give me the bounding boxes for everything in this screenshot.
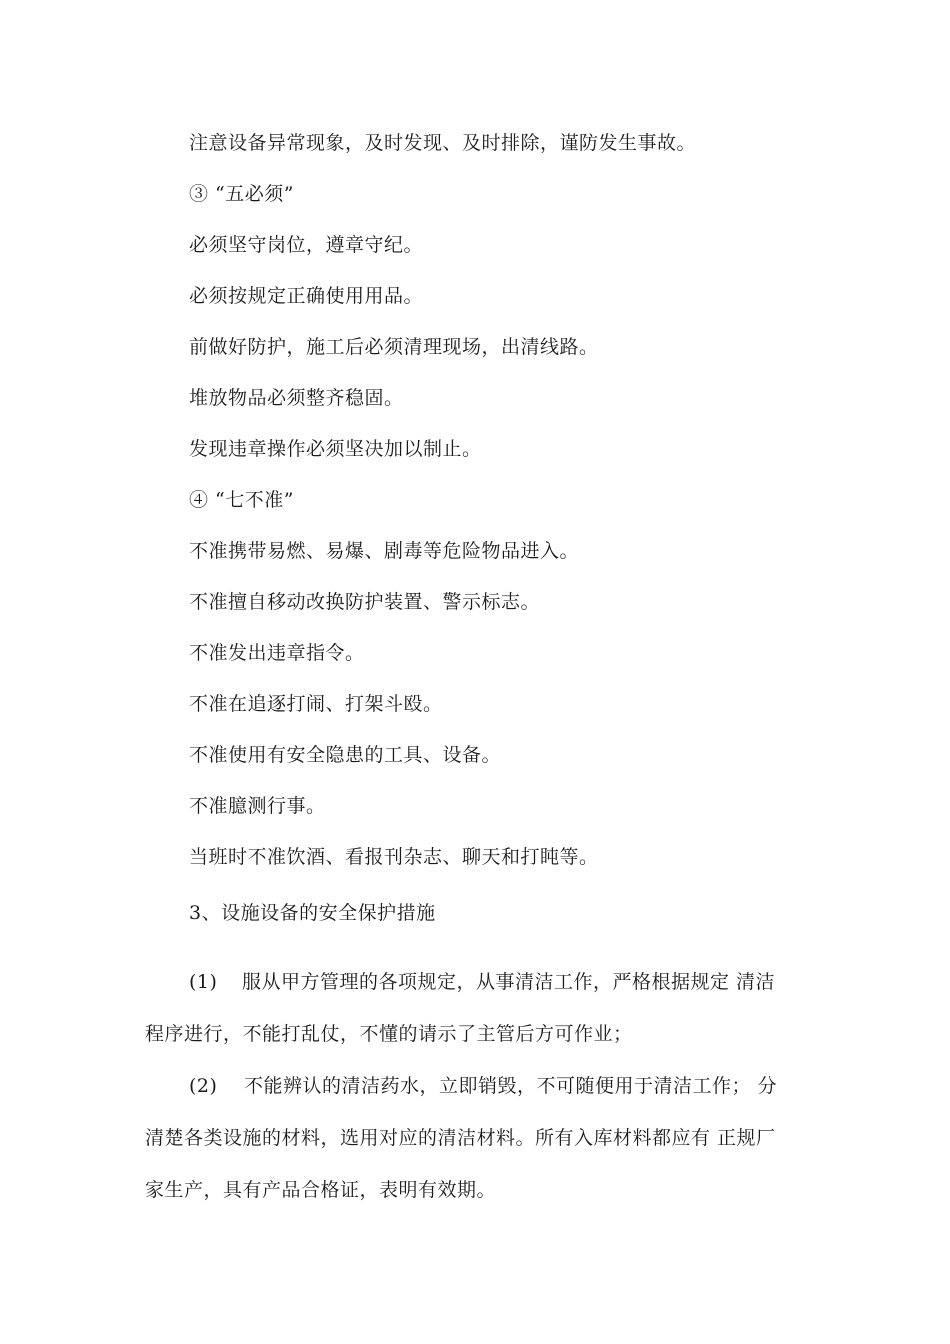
- text-line: 不准擅自移动改换防护装置、警示标志。: [189, 591, 541, 613]
- text-line: 必须坚守岗位，遵章守纪。: [189, 234, 424, 256]
- paragraph-1-number: (1): [189, 971, 218, 993]
- paragraph-1-row-2: 程序进行，不能打乱仗，不懂的请示了主管后方可作业；: [145, 1023, 633, 1045]
- text-line: 堆放物品必须整齐稳固。: [189, 387, 404, 409]
- text-line: 不准发出违章指令。: [189, 642, 365, 664]
- text-line: 发现违章操作必须坚决加以制止。: [189, 438, 482, 460]
- section-heading-five-musts: ③ “五必须”: [189, 183, 294, 205]
- text-line: 不准在追逐打闹、打架斗殴。: [189, 693, 443, 715]
- section-heading-seven-prohibitions: ④ “七不准”: [189, 489, 294, 511]
- text-line: 不准臆测行事。: [189, 795, 326, 817]
- text-line: 必须按规定正确使用用品。: [189, 285, 424, 307]
- text-line: 前做好防护，施工后必须清理现场，出清线路。: [189, 336, 599, 358]
- text-line: 不准携带易燃、易爆、剧毒等危险物品进入。: [189, 540, 580, 562]
- paragraph-2-row-3: 家生产，具有产品合格证，表明有效期。: [145, 1179, 497, 1201]
- paragraph-2-number: (2): [189, 1075, 218, 1097]
- paragraph-2-row-1: 不能辨认的清洁药水，立即销毁，不可随便用于清洁工作； 分: [244, 1075, 778, 1097]
- paragraph-2-row-2: 清楚各类设施的材料，选用对应的清洁材料。所有入库材料都应有 正规厂: [145, 1127, 776, 1149]
- text-line: 当班时不准饮酒、看报刊杂志、聊天和打盹等。: [189, 846, 599, 868]
- section-heading-facility-protection: 3、设施设备的安全保护措施: [189, 902, 436, 924]
- paragraph-1-row-1: 服从甲方管理的各项规定，从事清洁工作，严格根据规定 清洁: [242, 971, 776, 993]
- text-line: 注意设备异常现象，及时发现、及时排除，谨防发生事故。: [189, 132, 697, 154]
- text-line: 不准使用有安全隐患的工具、设备。: [189, 744, 502, 766]
